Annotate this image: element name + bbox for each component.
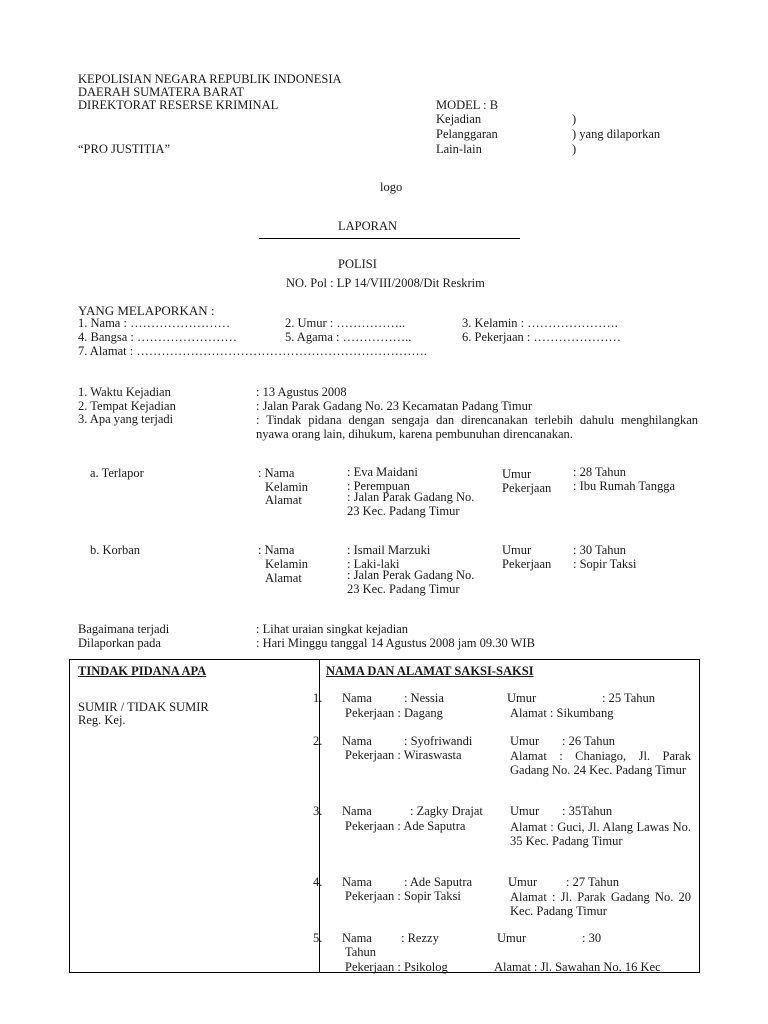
table-top-border — [69, 659, 700, 660]
korban-umur-value: : 30 Tahun — [573, 543, 627, 557]
model-label: MODEL : B — [436, 98, 499, 112]
saksi-number: 3. — [313, 804, 323, 818]
korban-pekerjaan-key: Pekerjaan — [502, 557, 552, 571]
saksi-nama-key: Nama — [342, 734, 372, 748]
korban-label: b. Korban — [90, 543, 140, 557]
tempat-value: : Jalan Parak Gadang No. 23 Kecamatan Padang Timur — [256, 399, 532, 413]
saksi-nama-key: Nama — [342, 875, 372, 889]
saksi-umur-value: : 30 — [582, 931, 602, 945]
apa-label: 3. Apa yang terjadi — [78, 412, 174, 426]
terlapor-label: a. Terlapor — [90, 466, 144, 480]
bagaimana-value: : Lihat uraian singkat kejadian — [256, 622, 409, 636]
org-directorate: DIREKTORAT RESERSE KRIMINAL — [78, 98, 279, 112]
saksi-number: 4. — [313, 875, 323, 889]
saksi-pekerjaan: Pekerjaan : Psikolog — [345, 960, 448, 974]
saksi-alamat: Alamat : Guci, Jl. Alang Lawas No. 35 Kec. Padang Timur — [510, 820, 691, 848]
saksi-alamat: Alamat : Jl. Parak Gadang No. 20 Kec. Padang Timur — [510, 890, 691, 918]
reg-kej-label: Reg. Kej. — [78, 713, 126, 727]
waktu-value: : 13 Agustus 2008 — [256, 385, 347, 399]
saksi-umur-value: : 26 Tahun — [562, 734, 616, 748]
saksi-nama-key: Nama — [342, 804, 372, 818]
saksi-alamat: Alamat : Sikumbang — [510, 706, 614, 720]
reporter-agama: 5. Agama : …………….. — [285, 330, 412, 344]
tindak-pidana-heading: TINDAK PIDANA APA — [78, 664, 207, 678]
saksi-umur-value: : 27 Tahun — [566, 875, 620, 889]
saksi-nama-value: : Ade Saputra — [404, 875, 473, 889]
reporter-pekerjaan: 6. Pekerjaan : ………………… — [462, 330, 622, 344]
table-left-border — [69, 659, 70, 973]
title-divider — [259, 238, 520, 239]
saksi-umur-value: : 25 Tahun — [602, 691, 656, 705]
lain-lain-label: Lain-lain — [436, 142, 482, 156]
korban-kelamin-value: : Laki-laki — [347, 557, 400, 571]
saksi-pekerjaan: Pekerjaan : Wiraswasta — [345, 748, 462, 762]
waktu-label: 1. Waktu Kejadian — [78, 385, 171, 399]
org-name: KEPOLISIAN NEGARA REPUBLIK INDONESIA — [78, 72, 342, 86]
korban-nama-value: : Ismail Marzuki — [347, 543, 431, 557]
korban-alamat-key: Alamat — [265, 571, 302, 585]
saksi-number: 2. — [313, 734, 323, 748]
paren-1: ) — [572, 112, 577, 126]
terlapor-nama-key: : Nama — [258, 466, 295, 480]
paren-3: ) — [572, 142, 577, 156]
terlapor-umur-key: Umur — [502, 467, 532, 481]
terlapor-kelamin-value: : Perempuan — [347, 479, 410, 493]
report-number: NO. Pol : LP 14/VIII/2008/Dit Reskrim — [286, 276, 485, 290]
saksi-heading: NAMA DAN ALAMAT SAKSI-SAKSI — [326, 664, 534, 678]
saksi-alamat: Alamat : Jl. Sawahan No. 16 Kec — [494, 960, 661, 974]
terlapor-umur-value: : 28 Tahun — [573, 465, 627, 479]
korban-pekerjaan-value: : Sopir Taksi — [573, 557, 637, 571]
terlapor-pekerjaan-key: Pekerjaan — [502, 481, 552, 495]
laporan-title: LAPORAN — [338, 219, 398, 233]
saksi-tahun: Tahun — [345, 945, 377, 959]
terlapor-kelamin-key: Kelamin — [265, 480, 309, 494]
saksi-umur-key: Umur — [510, 734, 540, 748]
reporter-umur: 2. Umur : …………….. — [285, 316, 406, 330]
terlapor-alamat-value: : Jalan Parak Gadang No. 23 Kec. Padang Timur — [347, 490, 475, 518]
reporter-alamat: 7. Alamat : ……………………………………………………………. — [78, 344, 427, 358]
saksi-umur-value: : 35Tahun — [562, 804, 613, 818]
saksi-pekerjaan: Pekerjaan : Sopir Taksi — [345, 889, 461, 903]
reporter-nama: 1. Nama : …………………… — [78, 316, 231, 330]
dilaporkan-value: : Hari Minggu tanggal 14 Agustus 2008 jam 09.30 WIB — [256, 636, 535, 650]
pro-justitia: “PRO JUSTITIA” — [78, 142, 171, 156]
tempat-label: 2. Tempat Kejadian — [78, 399, 176, 413]
saksi-nama-value: : Rezzy — [401, 931, 439, 945]
dilaporkan-label: Dilaporkan pada — [78, 636, 161, 650]
saksi-number: 1. — [313, 691, 323, 705]
pelanggaran-label: Pelanggaran — [436, 127, 498, 141]
kejadian-label: Kejadian — [436, 112, 482, 126]
paren-2: ) yang dilaporkan — [572, 127, 661, 141]
reporter-bangsa: 4. Bangsa : …………………… — [78, 330, 238, 344]
bagaimana-label: Bagaimana terjadi — [78, 622, 170, 636]
saksi-nama-key: Nama — [342, 931, 372, 945]
reporter-heading: YANG MELAPORKAN : — [78, 303, 215, 318]
logo-placeholder: logo — [380, 180, 403, 194]
saksi-alamat: Alamat : Chaniago, Jl. Parak Gadang No. 24 Kec. Padang Timur — [510, 749, 691, 777]
terlapor-nama-value: : Eva Maidani — [347, 465, 418, 479]
korban-alamat-value: : Jalan Perak Gadang No. 23 Kec. Padang Timur — [347, 568, 475, 596]
saksi-nama-value: : Syofriwandi — [404, 734, 473, 748]
saksi-pekerjaan: Pekerjaan : Dagang — [345, 706, 443, 720]
terlapor-pekerjaan-value: : Ibu Rumah Tangga — [573, 479, 676, 493]
korban-nama-key: : Nama — [258, 543, 295, 557]
apa-value: : Tindak pidana dengan sengaja dan direncanakan terlebih dahulu menghilangkan nyawa orang lain, dihukum, karena pembunuhan direncanakan. — [256, 413, 698, 441]
korban-umur-key: Umur — [502, 543, 532, 557]
saksi-umur-key: Umur — [508, 875, 538, 889]
org-region: DAERAH SUMATERA BARAT — [78, 85, 244, 99]
saksi-nama-value: : Nessia — [404, 691, 444, 705]
korban-kelamin-key: Kelamin — [265, 557, 309, 571]
saksi-nama-value: : Zagky Drajat — [410, 804, 483, 818]
table-right-border — [699, 659, 700, 973]
saksi-pekerjaan: Pekerjaan : Ade Saputra — [345, 819, 466, 833]
sumir-label: SUMIR / TIDAK SUMIR — [78, 700, 209, 714]
reporter-kelamin: 3. Kelamin : …………………. — [462, 316, 618, 330]
polisi-title: POLISI — [338, 257, 377, 271]
saksi-number: 5. — [313, 931, 323, 945]
saksi-umur-key: Umur — [497, 931, 527, 945]
saksi-nama-key: Nama — [342, 691, 372, 705]
terlapor-alamat-key: Alamat — [265, 493, 302, 507]
saksi-umur-key: Umur — [507, 691, 537, 705]
saksi-umur-key: Umur — [510, 804, 540, 818]
